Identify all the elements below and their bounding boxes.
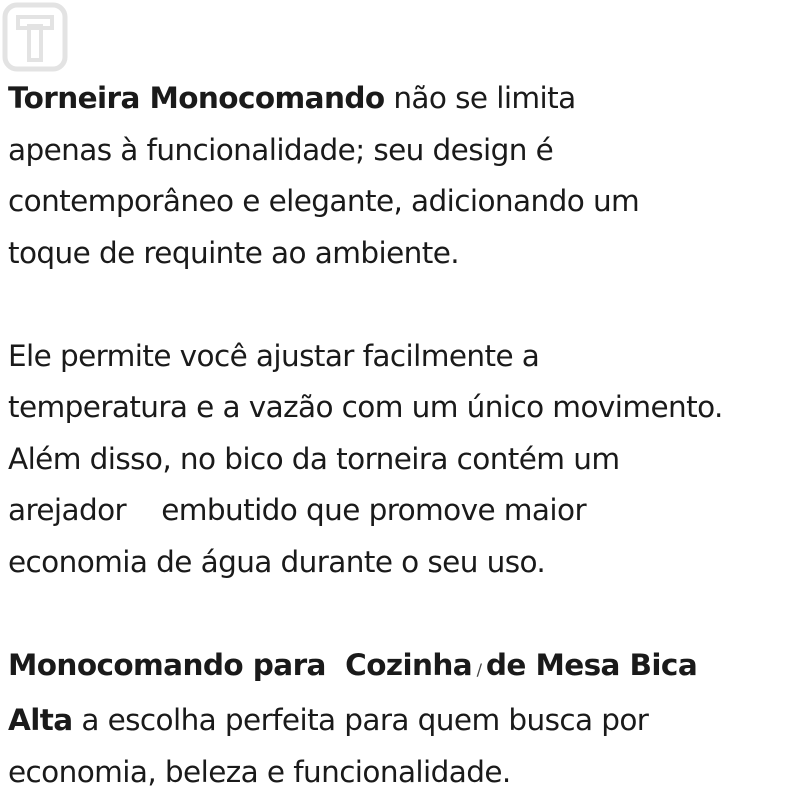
product-description xyxy=(8,73,800,798)
intro-line-2: apenas à funcionalidade; seu design é xyxy=(8,132,554,167)
features-line-3: Além disso, no bico da torneira contém um xyxy=(8,441,620,476)
paragraph-conclusion xyxy=(8,640,800,799)
features-line-2: temperatura e a vazão com um único movimento. xyxy=(8,390,723,424)
t-logo-icon xyxy=(2,2,68,72)
paragraph-features xyxy=(8,331,800,589)
features-line-4: arejador embutido que promove maior xyxy=(8,493,586,527)
paragraph-gap xyxy=(8,279,800,331)
conclusion-line-3: economia, beleza e funcionalidade. xyxy=(8,754,511,789)
product-name: Torneira Monocomando xyxy=(8,81,385,115)
intro-line-4: toque de requinte ao ambiente. xyxy=(8,235,460,270)
conclusion-line-2 xyxy=(8,695,800,747)
product-title-part-1: Monocomando para Cozinha xyxy=(8,647,473,682)
intro-line-1 xyxy=(8,73,800,125)
separator: / xyxy=(472,659,486,679)
intro-text: não se limita xyxy=(384,81,576,115)
conclusion-text: a escolha perfeita para quem busca por xyxy=(72,703,649,737)
intro-line-3: contemporâneo e elegante, adicionando um xyxy=(8,184,640,218)
product-title-part-2: de Mesa Bica xyxy=(485,647,698,682)
paragraph-intro xyxy=(8,73,800,279)
conclusion-line-1 xyxy=(8,640,800,696)
features-line-1: Ele permite você ajustar facilmente a xyxy=(8,338,540,373)
product-title-part-3: Alta xyxy=(8,703,73,737)
features-line-5: economia de água durante o seu uso. xyxy=(8,544,546,579)
paragraph-gap xyxy=(8,588,800,640)
